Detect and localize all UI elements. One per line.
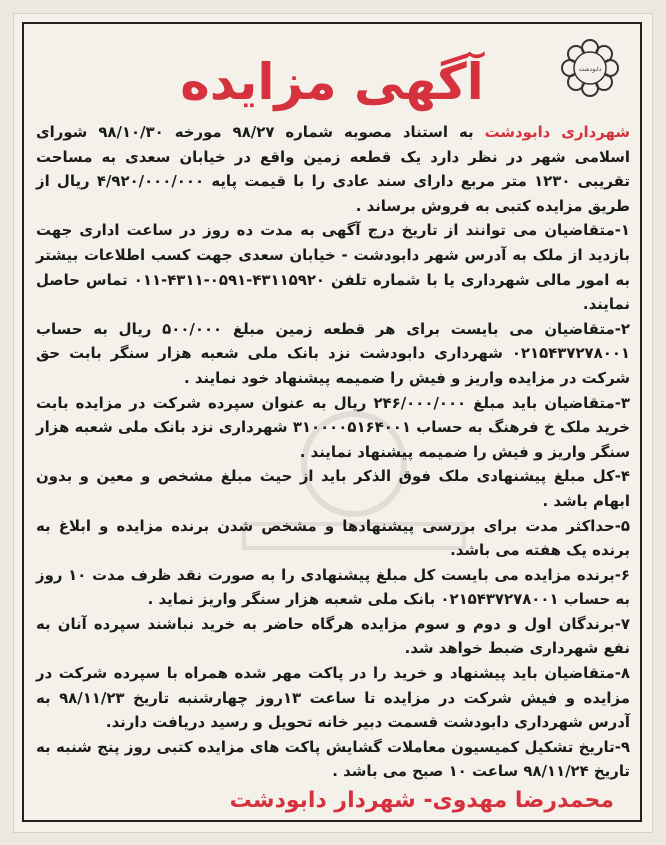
notice-title: آگهی مزایده <box>180 53 484 111</box>
svg-text:دابودشت: دابودشت <box>578 66 602 73</box>
notice-frame <box>22 22 642 822</box>
item-1: ۱-متقاضیان می توانند از تاریخ درج آگهی به مدت ده روز در ساعت اداری جهت بازدید از ملک به آدرس شهر دابودشت - خیابان سعدی جهت کسب اطلاعات بیشتر به امور مالی شهرداری یا با شماره تلفن ۴۳۱۱۵۹۲۰-۰۵۹۱-۴۳۱۱-۰۱۱ تماس حاصل نمایند. <box>36 221 630 314</box>
notice-body <box>36 120 631 781</box>
intro-text: به استناد مصوبه شماره ۹۸/۲۷ مورخه ۹۸/۱۰/۳۰ شورای اسلامی شهر در نظر دارد یک قطعه زمین واقع در خیابان سعدی به مساحت تقریبی ۱۲۳۰ متر مربع دارای سند عادی را با قیمت پایه ۴/۹۲۰/۰۰۰/۰۰۰ ریال از طریق مزایده کتبی به فروش برساند . <box>36 123 630 215</box>
intro-organization: شهرداری دابودشت <box>484 123 631 141</box>
intro-paragraph <box>36 120 630 218</box>
signature: محمدرضا مهدوی- شهردار دابودشت <box>229 788 614 813</box>
item-5: ۵-حداکثر مدت برای بررسی پیشنهادها و مشخص شدن برنده مزایده و ابلاغ به برنده یک هفته می باشد. <box>36 516 630 560</box>
item-9: ۹-تاریخ تشکیل کمیسیون معاملات گشایش پاکت های مزایده کتبی روز پنج شنبه به تاریخ ۹۸/۱۱/۲۴ ساعت ۱۰ صبح می باشد . <box>36 737 630 781</box>
item-7: ۷-برندگان اول و دوم و سوم مزایده هرگاه حاضر به خرید نباشند سپرده آنان به نفع شهرداری ضبط خواهد شد. <box>36 614 630 658</box>
item-3: ۳-متقاضیان باید مبلغ ۲۴۶/۰۰۰/۰۰۰ ریال به عنوان سپرده شرکت در مزایده بابت خرید ملک خ فرهنگ به حساب ۳۱۰۰۰۰۵۱۶۴۰۰۱ شهرداری نزد بانک ملی شعبه هزار سنگر واریز و فیش را ضمیمه پیشنهاد نمایند . <box>36 393 630 461</box>
item-4: ۴-کل مبلغ پیشنهادی ملک فوق الذکر باید از حیث مبلغ مشخص و معین و بدون ابهام باشد . <box>36 467 630 510</box>
item-2: ۲-متقاضیان می بایست برای هر قطعه زمین مبلغ ۵۰۰/۰۰۰ ریال به حساب ۰۲۱۵۴۳۷۲۷۸۰۰۱ شهرداری دابودشت نزد بانک ملی شعبه هزار سنگر بابت حق شرکت در مزایده واریز و فیش را ضمیمه پیشنهاد خود نمایند . <box>36 319 630 387</box>
item-6: ۶-برنده مزایده می بایست کل مبلغ پیشنهادی را به صورت نقد ظرف مدت ۱۰ روز به حساب ۰۲۱۵۴۳۷۲۷۸۰۰۱ بانک ملی شعبه هزار سنگر واریز نماید . <box>36 565 630 609</box>
item-8: ۸-متقاضیان باید پیشنهاد و خرید را در پاکت مهر شده همراه با سپرده شرکت در مزایده و فیش شرکت در مزایده تا ساعت ۱۳روز چهارشنبه تاریخ ۹۸/۱۱/۲۳ به آدرس شهرداری دابودشت قسمت دبیر خانه تحویل و رسید دریافت دارند. <box>36 664 631 732</box>
